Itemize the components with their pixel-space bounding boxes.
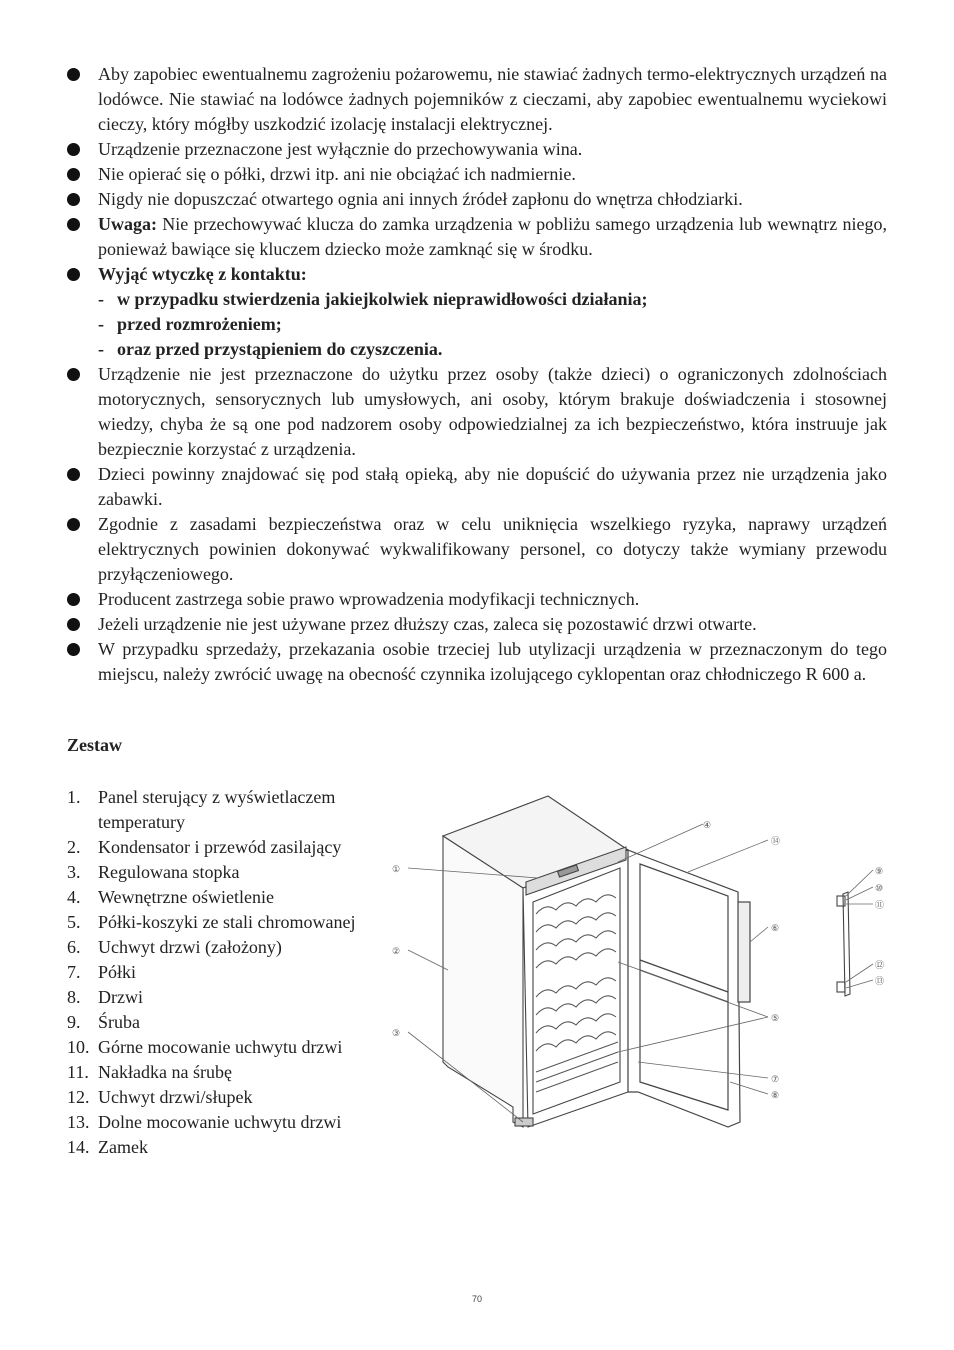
part-item: 9. Śruba bbox=[67, 1012, 140, 1032]
callout-label: ⑭ bbox=[771, 836, 781, 846]
unplug-heading: Wyjąć wtyczkę z kontaktu: bbox=[98, 264, 307, 284]
bullet-icon bbox=[67, 143, 80, 156]
bullet-icon bbox=[67, 468, 80, 481]
safety-item: Nigdy nie dopuszczać otwartego ognia ani innych źródeł zapłonu do wnętrza chłodziarki. bbox=[67, 187, 887, 212]
safety-item: Jeżeli urządzenie nie jest używane przez dłuższy czas, zaleca się pozostawić drzwi otwarte. bbox=[67, 612, 887, 637]
callout-label: ⑬ bbox=[875, 976, 885, 986]
callout-label: ② bbox=[392, 946, 401, 956]
part-item: 7. Półki bbox=[67, 962, 137, 982]
part-item: 11. Nakładka na śrubę bbox=[67, 1062, 232, 1082]
bullet-icon bbox=[67, 618, 80, 631]
part-item: 14. Zamek bbox=[67, 1137, 148, 1157]
part-item: 4. Wewnętrzne oświetlenie bbox=[67, 887, 274, 907]
unplug-sublist bbox=[98, 287, 887, 362]
warning-label: Uwaga: bbox=[98, 214, 157, 234]
safety-item: Aby zapobiec ewentualnemu zagrożeniu pożarowemu, nie stawiać żadnych termo-elektrycznych urządzeń na lodówce. Nie stawiać na lodówce żadnych pojemników z cieczami, aby zapobiec ewentualnemu wyciekowi cieczy, który mógłby uszkodzić izolację instalacji elektrycznej. bbox=[67, 62, 887, 137]
page-number: 70 bbox=[471, 1294, 482, 1304]
safety-item: Dzieci powinny znajdować się pod stałą opieką, aby nie dopuścić do używania przez nie urządzenia jako zabawki. bbox=[67, 462, 887, 512]
callout-label: ⑧ bbox=[771, 1090, 780, 1100]
safety-item: Urządzenie przeznaczone jest wyłącznie do przechowywania wina. bbox=[67, 137, 887, 162]
callout-label: ⑫ bbox=[875, 960, 885, 970]
callout-label: ⑨ bbox=[875, 866, 884, 876]
wine-cooler-diagram bbox=[388, 792, 900, 1137]
part-item: 10. Górne mocowanie uchwytu drzwi bbox=[67, 1037, 343, 1057]
sub-item: - w przypadku stwierdzenia jakiejkolwiek nieprawidłowości działania; bbox=[98, 289, 648, 309]
sub-item: - oraz przed przystąpieniem do czyszczenia. bbox=[98, 339, 443, 359]
callout-label: ④ bbox=[703, 820, 712, 830]
bullet-icon bbox=[67, 268, 80, 281]
part-item: 2. Kondensator i przewód zasilający bbox=[67, 837, 342, 857]
callout-label: ⑪ bbox=[875, 900, 885, 910]
callout-label: ⑦ bbox=[771, 1074, 780, 1084]
safety-item: Urządzenie nie jest przeznaczone do użytku przez osoby (także dzieci) o ograniczonych zdolnościach motorycznych, sensorycznych lub umysłowych, ani osoby, którym brakuje doświadczenia i stosownej wiedzy, chyba że są one pod nadzorem osoby odpowiedzialnej za ich bezpieczeństwo, która instruuje jak bezpiecznie korzystać z urządzenia. bbox=[67, 362, 887, 462]
part-item: 6. Uchwyt drzwi (założony) bbox=[67, 937, 282, 957]
bullet-icon bbox=[67, 368, 80, 381]
callout-label: ① bbox=[392, 864, 401, 874]
bullet-icon bbox=[67, 193, 80, 206]
part-item: 12. Uchwyt drzwi/słupek bbox=[67, 1087, 253, 1107]
part-item: 13. Dolne mocowanie uchwytu drzwi bbox=[67, 1112, 342, 1132]
bullet-icon bbox=[67, 168, 80, 181]
callout-label: ⑤ bbox=[771, 1013, 780, 1023]
bullet-icon bbox=[67, 518, 80, 531]
part-item: 1. Panel sterujący z wyświetlaczem temperatury bbox=[67, 787, 336, 832]
bullet-icon bbox=[67, 643, 80, 656]
callout-label: ⑩ bbox=[875, 883, 884, 893]
part-item: 5. Półki-koszyki ze stali chromowanej bbox=[67, 912, 356, 932]
safety-item: Producent zastrzega sobie prawo wprowadzenia modyfikacji technicznych. bbox=[67, 587, 887, 612]
safety-item: Zgodnie z zasadami bezpieczeństwa oraz w celu uniknięcia wszelkiego ryzyka, naprawy urządzeń elektrycznych powinien dokonywać wykwalifikowany personel, co dotyczy także wymiany przewodu przyłączeniowego. bbox=[67, 512, 887, 587]
part-item: 8. Drzwi bbox=[67, 987, 143, 1007]
safety-item: Uwaga: Nie przechowywać klucza do zamka urządzenia w pobliżu samego urządzenia lub wewnątrz niego, ponieważ bawiące się kluczem dziecko może zamknąć się w środku. bbox=[67, 212, 887, 262]
bullet-icon bbox=[67, 218, 80, 231]
callout-label: ③ bbox=[392, 1028, 401, 1038]
section-title: Zestaw bbox=[67, 735, 122, 755]
safety-item: Nie opierać się o półki, drzwi itp. ani nie obciążać ich nadmiernie. bbox=[67, 162, 887, 187]
parts-list bbox=[67, 785, 397, 1160]
safety-item: W przypadku sprzedaży, przekazania osobie trzeciej lub utylizacji urządzenia w przeznaczonym do tego miejscu, należy zwrócić uwagę na obecność czynnika izolującego cyklopentan oraz chłodniczego R 600 a. bbox=[67, 637, 887, 687]
safety-item bbox=[67, 262, 887, 362]
sub-item: - przed rozmrożeniem; bbox=[98, 314, 282, 334]
bullet-icon bbox=[67, 68, 80, 81]
bullet-icon bbox=[67, 593, 80, 606]
safety-instructions-list bbox=[67, 62, 887, 687]
part-item: 3. Regulowana stopka bbox=[67, 862, 240, 882]
callout-label: ⑥ bbox=[771, 923, 780, 933]
